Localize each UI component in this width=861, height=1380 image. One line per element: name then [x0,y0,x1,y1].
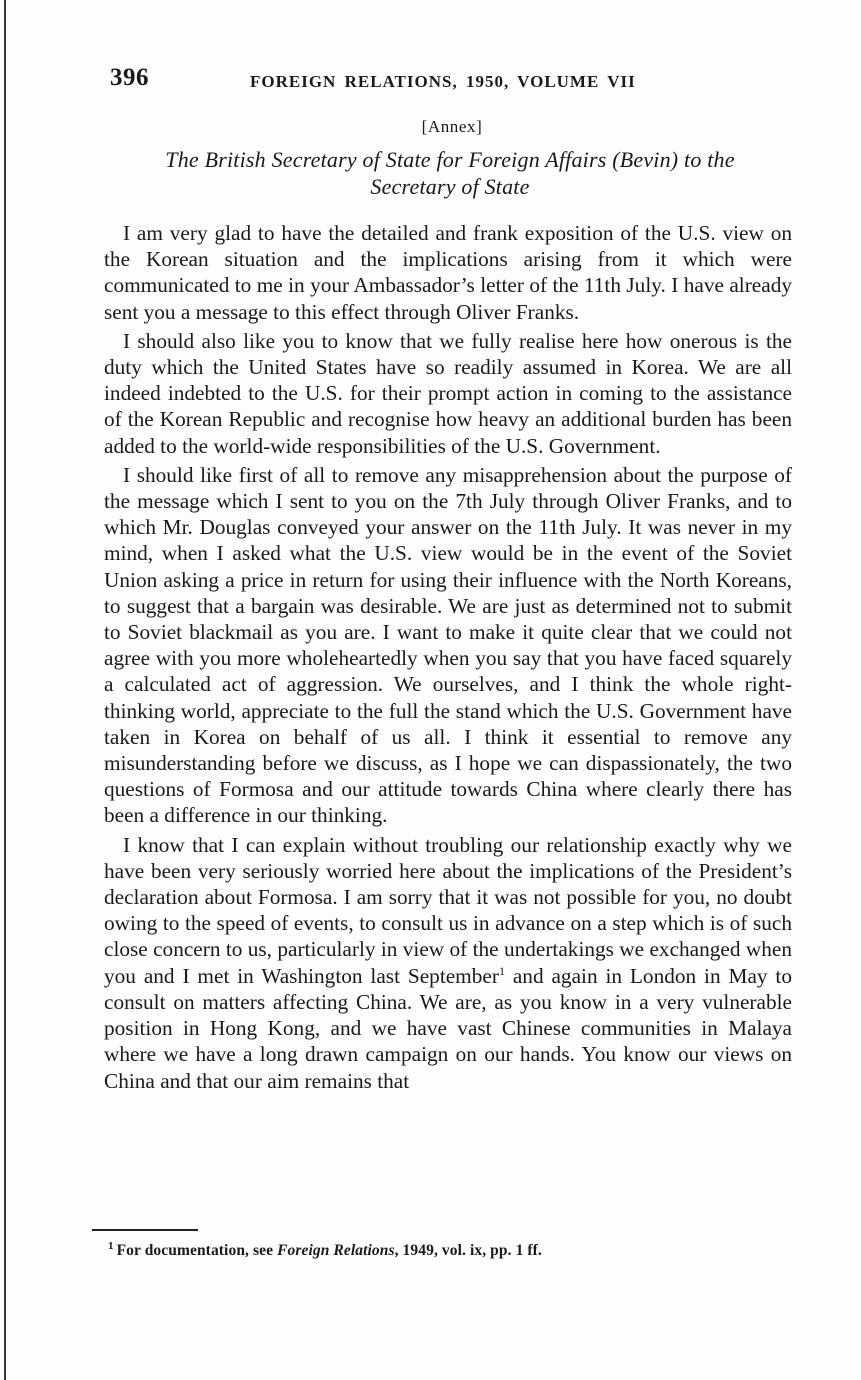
footnote-reference-mark: 1 [498,963,505,978]
footnote-suffix: , 1949, vol. ix, pp. 1 ff. [394,1242,542,1259]
document-heading [104,146,796,200]
paragraph-4-text-before: I know that I can explain without troubling our relationship exactly why we have been very seriously worried here about the implications of the President’s declaration about Formosa. I am sorry that it was not possible for you, no doubt owing to the speed of events, to consult us in advance on a step which is of such close concern to us, particularly in view of the undertakings we exchanged when you and I met in Washington last September [104,832,792,988]
running-title: FOREIGN RELATIONS, 1950, VOLUME VII [250,72,636,91]
annex-label: [Annex] [421,117,483,136]
footnote-prefix: For documentation, see [116,1242,278,1259]
heading-line-1: The British Secretary of State for Foreign Affairs (Bevin) to the [165,147,735,172]
page-number: 396 [110,64,149,91]
heading-line-2: Secretary of State [370,174,530,199]
paragraph-3: I should like first of all to remove any misapprehension about the purpose of the message which I sent to you on the 7th July through Oliver Franks, and to which Mr. Douglas conveyed your answer on the 11th July. It was never in my mind, when I asked what the U.S. view would be in the event of the Soviet Union asking a price in return for using their influence with the North Koreans, to suggest that a bargain was desirable. We are just as determined not to submit to Soviet blackmail as you are. I want to make it quite clear that we could not agree with you more wholeheartedly when you say that you have faced squarely a calculated act of aggression. We ourselves, and I think the whole right-thinking world, appreciate to the full the stand which the U.S. Government have taken in Korea on behalf of us all. I think it essential to remove any misunderstanding before we discuss, as I hope we can dispassionately, the two questions of Formosa and our attitude towards China where clearly there has been a difference in our thinking. [104,462,792,828]
paragraph-4-text-after: and again in London in May to consult on matters affecting China. We are, as you know in a very vulnerable position in Hong Kong, and we have vast Chinese communities in Malaya where we have a long drawn campaign on our hands. You know our views on China and that our aim remains that [104,963,792,1093]
running-header [110,64,790,96]
paragraph-1: I am very glad to have the detailed and frank exposition of the U.S. view on the Korean situation and the implications arising from it which were communicated to me in your Ambassador’s letter of the 11th July. I have already sent you a message to this effect through Oliver Franks. [104,221,792,324]
page-edge-shadow [4,0,6,1380]
footnote-number: 1 [108,1239,114,1252]
footnote-divider [92,1229,198,1231]
footnote-source-title: Foreign Relations [277,1242,395,1259]
footnote [108,1239,788,1260]
paragraph-2: I should also like you to know that we fully realise here how onerous is the duty which the United States have so readily assumed in Korea. We are all indeed indebted to the U.S. for their prompt action in coming to the assistance of the Korean Republic and recognise how heavy an additional burden has been added to the world-wide responsibilities of the U.S. Government. [104,328,792,458]
paragraph-4 [104,832,792,1094]
letter-body [104,220,792,1097]
